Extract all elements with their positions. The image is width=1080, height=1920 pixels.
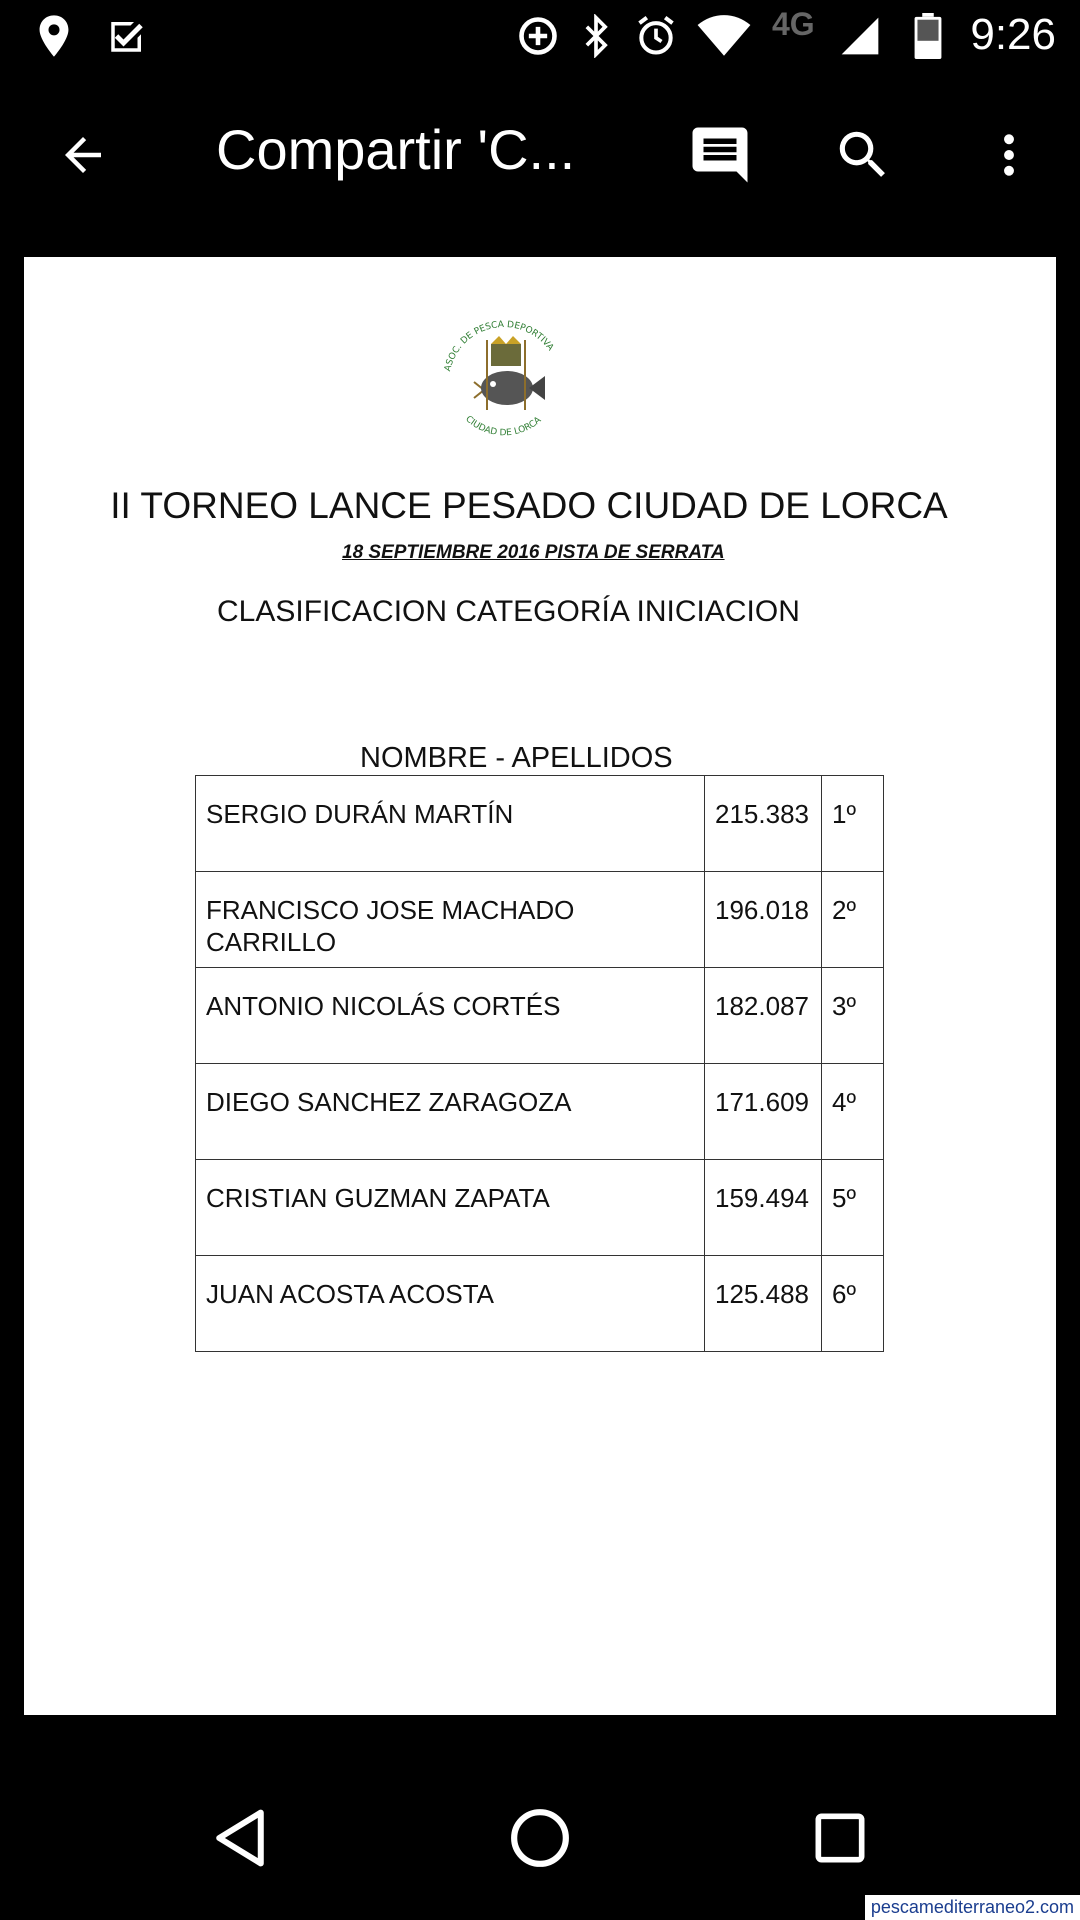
comment-icon	[687, 122, 753, 192]
participant-position: 1º	[822, 776, 884, 872]
nav-back-button[interactable]	[190, 1790, 290, 1890]
app-bar	[0, 72, 1080, 240]
clock: 9:26	[970, 10, 1056, 59]
table-row	[196, 1256, 884, 1352]
table-row	[196, 968, 884, 1064]
back-triangle-icon	[212, 1808, 268, 1872]
document-viewer[interactable]	[0, 240, 1080, 1760]
comment-button[interactable]	[675, 112, 765, 202]
document-page	[24, 257, 1056, 1715]
column-header: NOMBRE - APELLIDOS	[360, 742, 673, 774]
document-title: II TORNEO LANCE PESADO CIUDAD DE LORCA	[110, 485, 948, 526]
participant-name: DIEGO SANCHEZ ZARAGOZA	[196, 1064, 705, 1160]
network-type: 4G	[772, 6, 815, 42]
checkbox-icon	[104, 12, 150, 60]
data-saver-icon	[514, 12, 562, 60]
bluetooth-icon	[576, 12, 616, 60]
participant-position: 4º	[822, 1064, 884, 1160]
table-row	[196, 1160, 884, 1256]
back-arrow-icon	[56, 128, 110, 186]
participant-position: 6º	[822, 1256, 884, 1352]
participant-name: FRANCISCO JOSE MACHADO CARRILLO	[196, 872, 705, 968]
participant-score: 196.018	[705, 872, 822, 968]
participant-score: 171.609	[705, 1064, 822, 1160]
table-row	[196, 1064, 884, 1160]
home-circle-icon	[509, 1807, 571, 1873]
results-table	[195, 775, 884, 1352]
back-button[interactable]	[38, 112, 128, 202]
signal-icon	[836, 12, 884, 60]
participant-position: 5º	[822, 1160, 884, 1256]
battery-icon	[908, 12, 948, 60]
participant-position: 3º	[822, 968, 884, 1064]
table-row	[196, 872, 884, 968]
club-logo	[429, 310, 579, 445]
participant-score: 159.494	[705, 1160, 822, 1256]
svg-text:CIUDAD DE LORCA: CIUDAD DE LORCA	[463, 414, 544, 439]
svg-text:ASOC. DE PESCA DEPORTIVA: ASOC. DE PESCA DEPORTIVA	[443, 319, 556, 373]
participant-name: CRISTIAN GUZMAN ZAPATA	[196, 1160, 705, 1256]
search-icon	[832, 124, 894, 190]
watermark: pescamediterraneo2.com	[865, 1895, 1080, 1920]
participant-name: ANTONIO NICOLÁS CORTÉS	[196, 968, 705, 1064]
nav-home-button[interactable]	[490, 1790, 590, 1890]
more-vert-icon	[982, 128, 1036, 186]
app-bar-title: Compartir 'C...	[216, 118, 576, 181]
participant-score: 125.488	[705, 1256, 822, 1352]
participant-score: 215.383	[705, 776, 822, 872]
alarm-icon	[632, 12, 680, 60]
category-heading: CLASIFICACION CATEGORÍA INICIACION	[217, 595, 800, 628]
wifi-icon	[696, 12, 752, 60]
recents-square-icon	[814, 1812, 866, 1868]
search-button[interactable]	[818, 112, 908, 202]
participant-position: 2º	[822, 872, 884, 968]
nav-recents-button[interactable]	[790, 1790, 890, 1890]
more-options-button[interactable]	[964, 112, 1054, 202]
status-bar	[0, 0, 1080, 72]
document-subtitle: 18 SEPTIEMBRE 2016 PISTA DE SERRATA	[342, 542, 725, 563]
participant-name: SERGIO DURÁN MARTÍN	[196, 776, 705, 872]
location-icon	[34, 12, 74, 60]
table-row	[196, 776, 884, 872]
participant-score: 182.087	[705, 968, 822, 1064]
participant-name: JUAN ACOSTA ACOSTA	[196, 1256, 705, 1352]
